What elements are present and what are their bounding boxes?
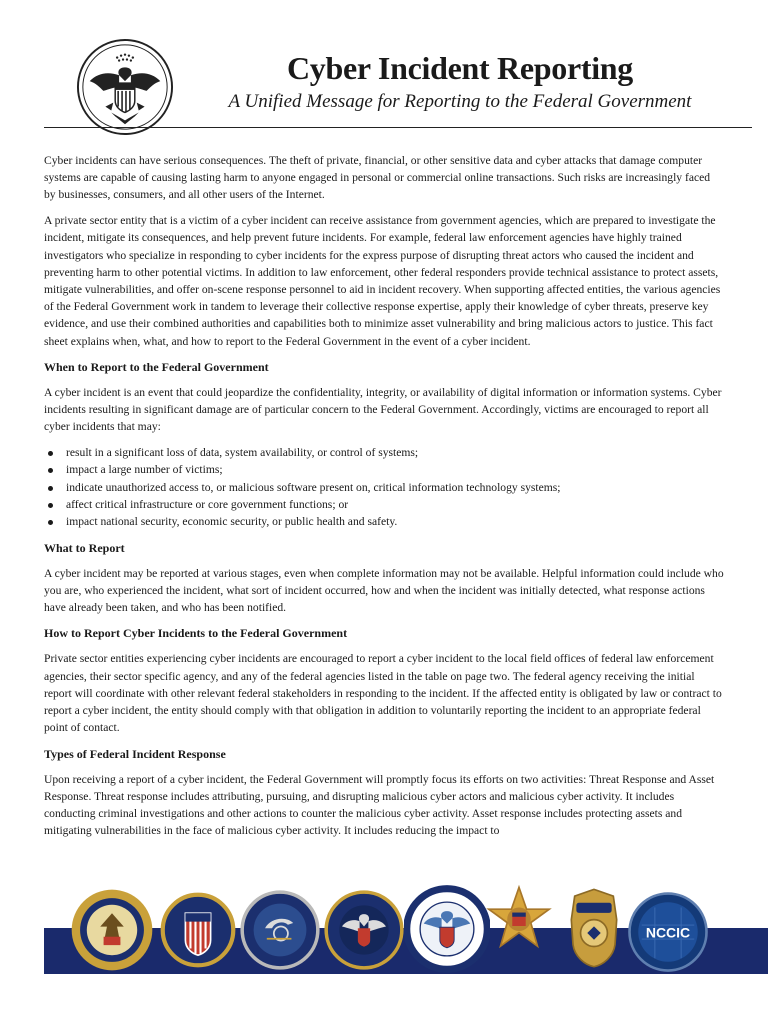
what-to-report-paragraph: A cyber incident may be reported at various stages, even when complete information may not be available. Helpful information could include who you are, who experienced the incident, what sort of incident occurred, how and when the incident was initially detected, what response actions have already been taken, and who has been notified. <box>44 566 724 615</box>
dni-seal-icon <box>324 886 404 974</box>
great-seal-icon <box>76 38 174 136</box>
when-to-report-paragraph: A cyber incident is an event that could jeopardize the confidentiality, integrity, or availability of digital information or information systems. Cyber incidents resulting in significant damage are of particular concern to the Federal Government. Accordingly, victims are encouraged to report all cyber incidents that may: <box>44 385 722 434</box>
list-item: impact a large number of victims; <box>66 461 724 478</box>
agency-seal-footer <box>0 880 768 1024</box>
header-divider <box>44 127 752 128</box>
page-title: Cyber Incident Reporting <box>287 50 633 86</box>
fbi-seal-icon <box>160 888 236 972</box>
what-to-report-heading: What to Report <box>44 540 125 555</box>
intro-paragraph-1: Cyber incidents can have serious consequences. The theft of private, financial, or other sensitive data and cyber attacks that damage computer systems are capable of causing lasting harm to anyone engaged in personal or commercial online transactions. Such risks are increasingly faced by businesses, consumers, and all other users of the Internet. <box>44 154 711 202</box>
ice-hsi-badge-icon <box>562 886 626 970</box>
list-item: affect critical infrastructure or core government functions; or <box>66 496 724 513</box>
list-item: impact national security, economic security, or public health and safety. <box>66 513 724 530</box>
dhs-seal-icon <box>404 884 490 974</box>
page-subtitle: A Unified Message for Reporting to the Federal Government <box>228 91 692 112</box>
when-to-report-heading: When to Report to the Federal Government <box>44 359 269 374</box>
nccic-label: NCCIC <box>645 924 691 941</box>
document-body <box>44 152 724 848</box>
document-header <box>0 0 768 130</box>
types-of-response-paragraph: Upon receiving a report of a cyber incident, the Federal Government will promptly focus its efforts on two activities: Threat Response and Asset Response. Threat response includes attributing, pursuing, and disrupting malicious cyber actors and malicious cyber activity. It includes conducting criminal investigations and other actions to counter the malicious cyber activity. Asset response includes protecting assets and mitigating vulnerabilities in the face of malicious cyber activity. It includes reducing the impact to <box>44 772 715 838</box>
nccic-seal-icon <box>628 890 708 974</box>
how-to-report-heading: How to Report Cyber Incidents to the Federal Government <box>44 626 348 641</box>
when-to-report-list <box>44 444 724 531</box>
how-to-report-paragraph: Private sector entities experiencing cyber incidents are encouraged to report a cyber incident to the local field offices of federal law enforcement agencies, their sector specific agency, and any of the federal agencies listed in the table on page two. The federal agency receiving the initial report will coordinate with other relevant federal stakeholders in responding to the incident. If the affected entity is obligated by law or contract to report a cyber incident, the entity should comply with that obligation in addition to voluntarily reporting the incident to an appropriate federal point of contact. <box>44 652 722 735</box>
list-item: result in a significant loss of data, system availability, or control of systems; <box>66 444 724 461</box>
secret-service-star-icon <box>484 884 554 968</box>
doj-seal-icon <box>70 888 154 972</box>
list-item: indicate unauthorized access to, or malicious software present on, critical information technology systems; <box>66 479 724 496</box>
types-of-response-heading: Types of Federal Incident Response <box>44 746 226 761</box>
intro-paragraph-2: A private sector entity that is a victim of a cyber incident can receive assistance from government agencies, which are prepared to investigate the incident, mitigate its consequences, and help prevent future incidents. For example, federal law enforcement agencies have highly trained investigators who specialize in responding to cyber incidents for the express purpose of disrupting threat actors who caused the incident and preventing harm to other potential victims. In addition to law enforcement, other federal responders provide technical assistance to protect assets, mitigate vulnerabilities, and offer on-scene response personnel to aid in incident recovery. When supporting affected entities, the various agencies of the Federal Government work in tandem to leverage their collective response expertise, apply their knowledge of cyber threats, preserve key evidence, and use their combined authorities and capabilities both to minimize asset vulnerability and bring malicious actors to justice. This fact sheet explains when, what, and how to report to the Federal Government in the event of a cyber incident. <box>44 214 721 348</box>
secret-service-cyber-seal-icon <box>240 886 320 974</box>
